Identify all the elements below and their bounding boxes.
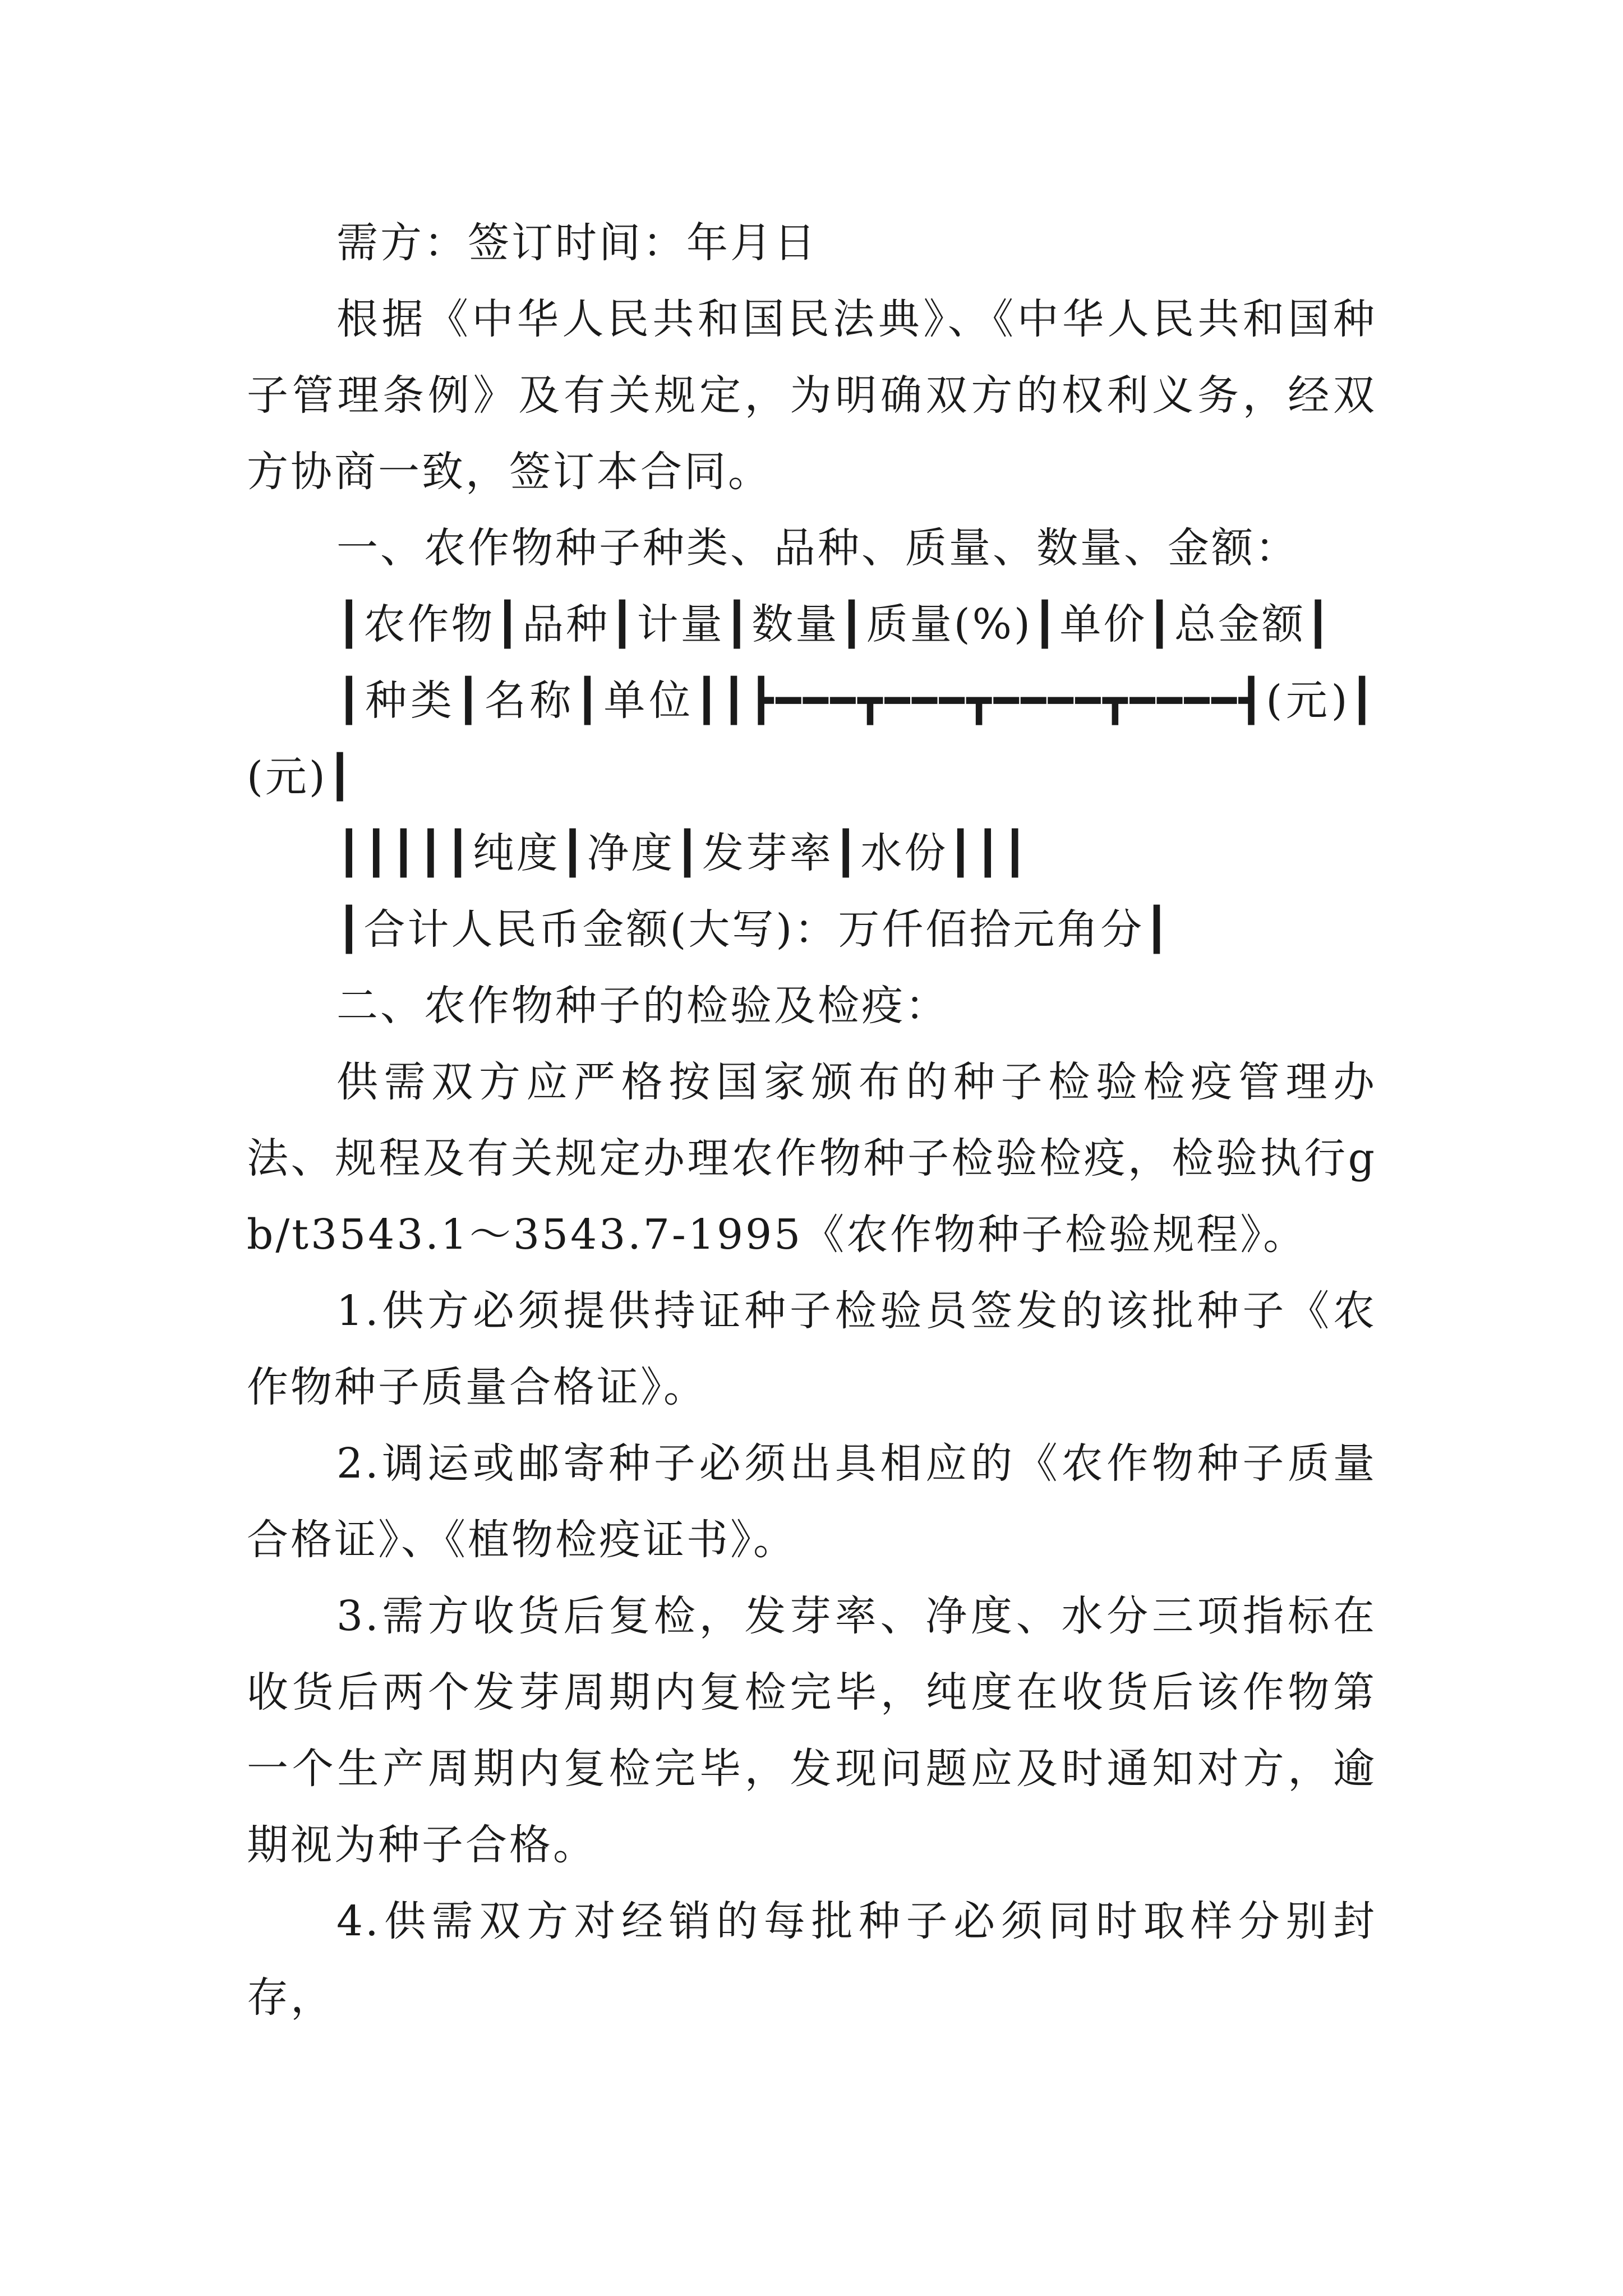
- section-1-heading: 一、农作物种子种类、品种、质量、数量、金额：: [336, 524, 1299, 572]
- table-row-quality-columns: ┃┃┃┃┃纯度┃净度┃发芽率┃水份┃┃┃: [336, 829, 1030, 877]
- clause-2: 2.调运或邮寄种子必须出具相应的《农作物种子质量合格证》、《植物检疫证书》。: [247, 1439, 1377, 1564]
- preamble-paragraph: 根据《中华人民共和国民法典》、《中华人民共和国种子管理条例》及有关规定，为明确双方的权利义务，经双方协商一致，签订本合同。: [247, 295, 1377, 496]
- inspection-paragraph: 供需双方应严格按国家颁布的种子检验检疫管理办法、规程及有关规定办理农作物种子检验检疫，检验执行gb/t3543.1～3543.7-1995《农作物种子检验规程》。: [247, 1058, 1377, 1259]
- clause-3: 3.需方收货后复检，发芽率、净度、水分三项指标在收货后两个发芽周期内复检完毕，纯度在收货后该作物第一个生产周期内复检完毕，发现问题应及时通知对方，逾期视为种子合格。: [247, 1592, 1377, 1869]
- party-and-date-line: 需方：签订时间：年月日: [336, 219, 818, 267]
- table-row-header: ┃农作物┃品种┃计量┃数量┃质量(%)┃单价┃总金额┃: [336, 600, 1333, 648]
- section-2-heading: 二、农作物种子的检验及检疫：: [336, 982, 949, 1030]
- document-body: [247, 205, 1377, 2036]
- clause-1: 1.供方必须提供持证种子检验员签发的该批种子《农作物种子质量合格证》。: [247, 1287, 1377, 1411]
- table-row-subheader: ┃种类┃名称┃单位┃┃┣━━━┳━━━┳━━━━┳━━━━┫(元)┃(元)┃: [247, 677, 1377, 801]
- clause-4: 4.供需双方对经销的每批种子必须同时取样分别封存，: [247, 1897, 1377, 2022]
- table-row-total: ┃合计人民币金额(大写)：万仟佰拾元角分┃: [336, 905, 1172, 954]
